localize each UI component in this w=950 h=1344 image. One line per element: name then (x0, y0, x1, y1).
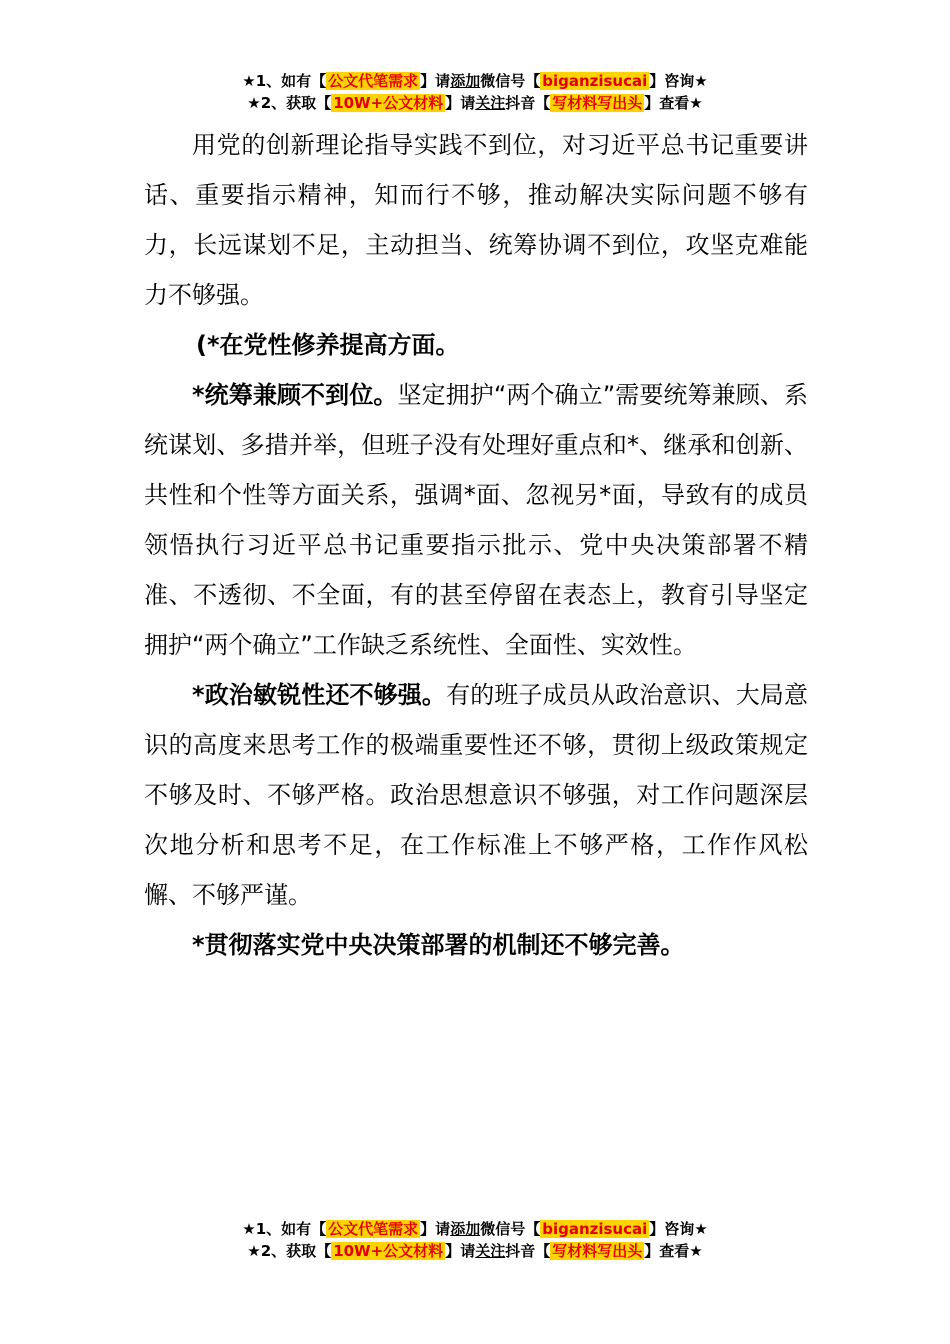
highlight-wechat-id: biganzisucai (542, 72, 648, 90)
banner-underlined-text: 添加 (450, 1220, 481, 1238)
banner-text: ★2、获取【 (247, 94, 332, 112)
banner-text: ★1、如有【 (242, 72, 327, 90)
paragraph-2 (144, 370, 808, 670)
banner-text: 】查看★ (644, 94, 703, 112)
banner-line-1 (0, 70, 950, 92)
banner-text: 】请 (420, 1220, 451, 1238)
banner-line-1 (0, 1218, 950, 1240)
highlight-service: 公文代笔需求 (328, 72, 419, 90)
banner-text: ★1、如有【 (242, 1220, 327, 1238)
highlight-materials: 10W+公文材料 (333, 1242, 444, 1260)
highlight-douyin: 写材料写出头 (552, 1242, 643, 1260)
banner-text: ★2、获取【 (247, 1242, 332, 1260)
banner-text: 】请 (420, 72, 451, 90)
banner-text: 】请 (445, 1242, 476, 1260)
paragraph-3 (144, 670, 808, 920)
banner-text: 抖音【 (505, 1242, 551, 1260)
highlight-douyin: 写材料写出头 (552, 94, 643, 112)
document-body (144, 120, 808, 970)
paragraph-4 (144, 920, 808, 970)
highlight-wechat-id: biganzisucai (542, 1220, 648, 1238)
section-heading: (*在党性修养提高方面。 (196, 331, 460, 359)
banner-underlined-text: 添加 (450, 72, 481, 90)
highlight-materials: 10W+公文材料 (333, 94, 444, 112)
paragraph-2-text: 坚定拥护“两个确立”需要统筹兼顾、系统谋划、多措并举，但班子没有处理好重点和*、继承和创新、共性和个性等方面关系，强调*面、忽视另*面，导致有的成员领悟执行习近平总书记重要指示批示、党中央决策部署不精准、不透彻、不全面，有的甚至停留在表态上，教育引导坚定拥护“两个确立”工作缺乏系统性、全面性、实效性。 (144, 381, 808, 659)
banner-text: 】查看★ (644, 1242, 703, 1260)
banner-line-2 (0, 92, 950, 114)
paragraph-3-text: 有的班子成员从政治意识、大局意识的高度来思考工作的极端重要性还不够，贯彻上级政策规定不够及时、不够严格。政治思想意识不够强，对工作问题深层次地分析和思考不足，在工作标准上不够严格，工作作风松懈、不够严谨。 (144, 681, 808, 909)
banner-text: 抖音【 (505, 94, 551, 112)
highlight-service: 公文代笔需求 (328, 1220, 419, 1238)
banner-underlined-text: 关注 (475, 1242, 506, 1260)
paragraph-1: 用党的创新理论指导实践不到位，对习近平总书记重要讲话、重要指示精神，知而行不够，推动解决实际问题不够有力，长远谋划不足，主动担当、统筹协调不到位，攻坚克难能力不够强。 (144, 131, 808, 309)
banner-line-2 (0, 1240, 950, 1262)
banner-text: 】咨询★ (649, 1220, 708, 1238)
paragraph-3-lead: *政治敏锐性还不够强。 (192, 681, 447, 709)
bottom-banner (0, 1218, 950, 1262)
top-banner (0, 70, 950, 114)
banner-text: 微信号【 (480, 1220, 541, 1238)
paragraph-4-lead: *贯彻落实党中央决策部署的机制还不够完善。 (192, 931, 685, 959)
banner-text: 】咨询★ (649, 72, 708, 90)
paragraph-2-lead: *统筹兼顾不到位。 (192, 381, 398, 409)
banner-underlined-text: 关注 (475, 94, 506, 112)
banner-text: 微信号【 (480, 72, 541, 90)
banner-text: 】请 (445, 94, 476, 112)
